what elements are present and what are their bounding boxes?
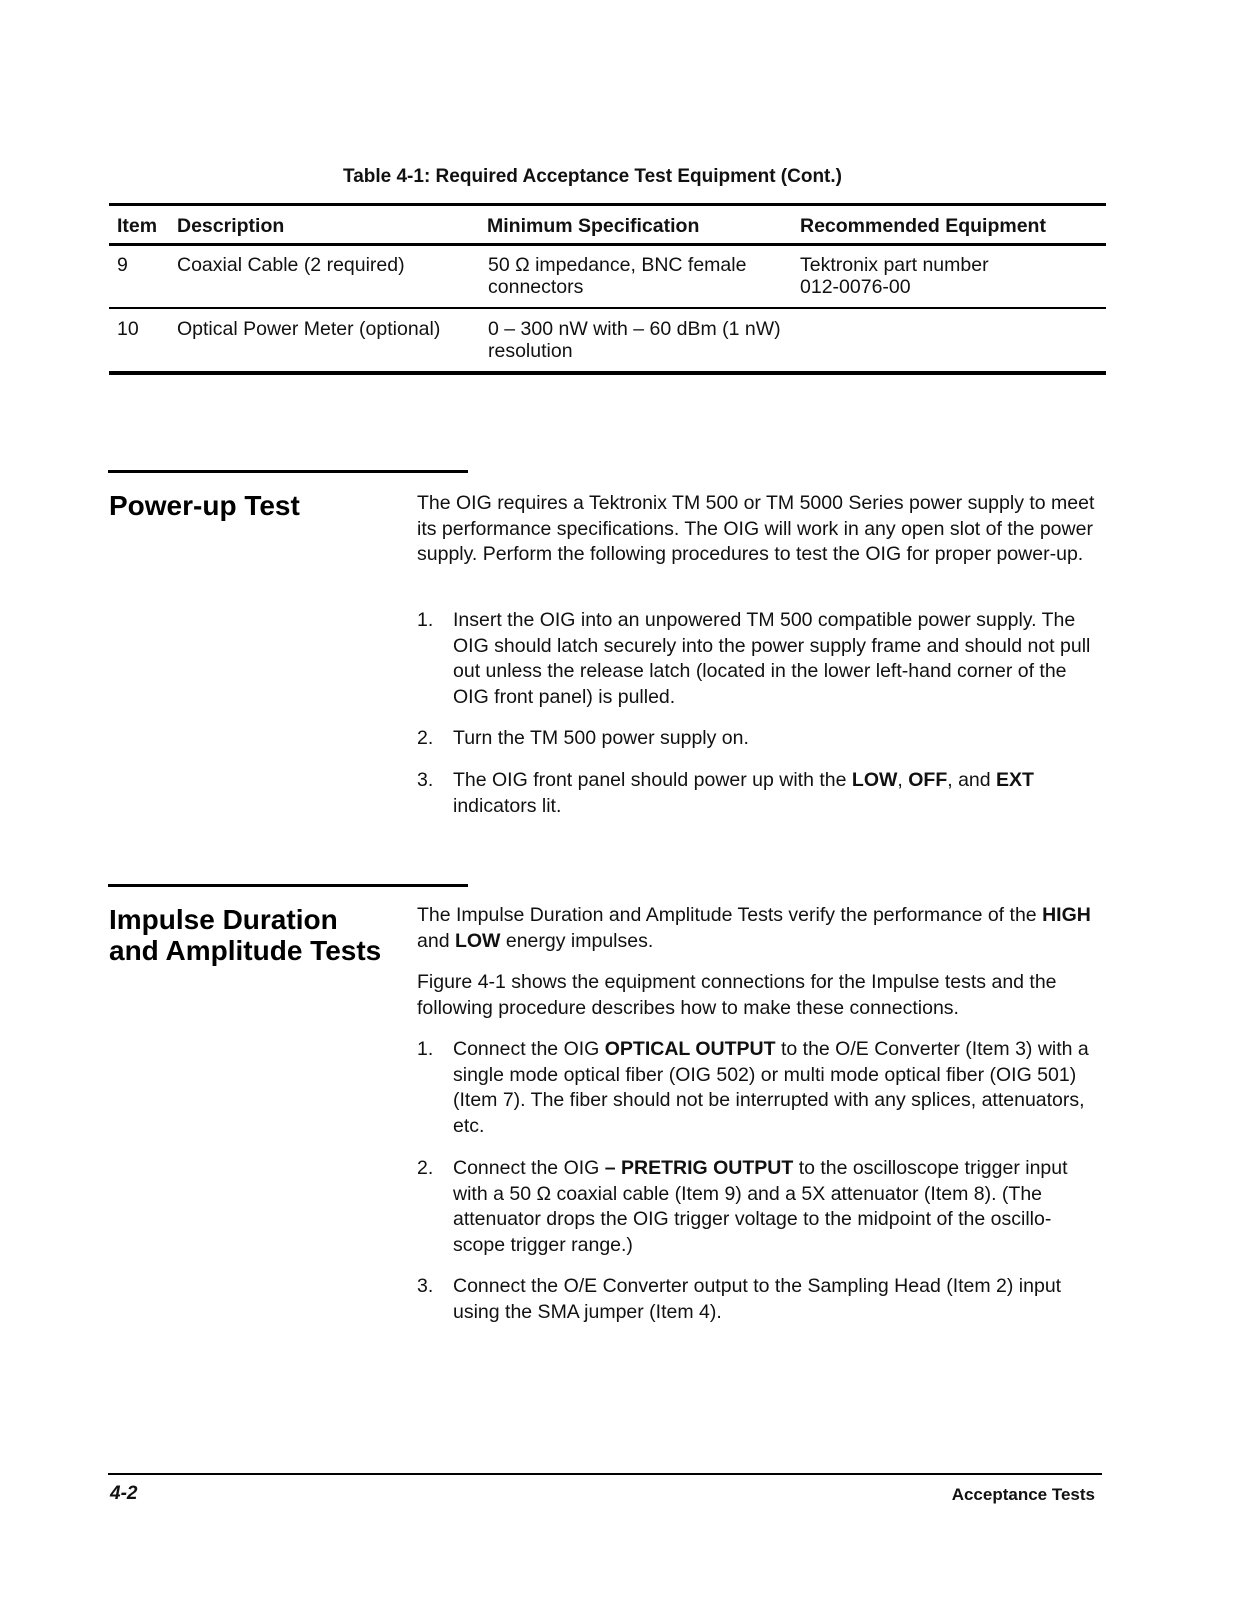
step-number: 1. [417, 1038, 434, 1060]
header-recommended: Recommended Equipment [800, 215, 1046, 237]
row-min-spec-line2: resolution [488, 340, 573, 362]
step-text: Turn the TM 500 power supply on. [453, 727, 749, 749]
row-min-spec-line2: connectors [488, 276, 584, 298]
table-caption [110, 166, 1105, 188]
heading-line: and Amplitude Tests [109, 935, 382, 966]
row-min-spec-line1: 50 Ω impedance, BNC female [488, 254, 747, 276]
section-rule-power-up [108, 470, 468, 473]
step-number: 2. [417, 727, 434, 749]
table-header-rule [109, 243, 1106, 246]
row-description: Coaxial Cable (2 required) [177, 254, 405, 276]
table-caption-text: Table 4-1: Required Acceptance Test Equipment (Cont.) [343, 166, 842, 187]
table-bottom-rule [109, 371, 1106, 375]
list-item [417, 608, 1097, 712]
row-recommended-line2: 012-0076-00 [800, 276, 911, 298]
pretrig-output-label: – PRETRIG OUTPUT [604, 1157, 794, 1179]
list-item [417, 1274, 1097, 1326]
impulse-figure-paragraph: Figure 4-1 shows the equipment connections for the Impulse tests and the following procedure describes how to make these connections. [417, 971, 1057, 1019]
impulse-high: HIGH [1042, 904, 1091, 926]
step-text: Connect the O/E Converter output to the Sampling Head (Item 2) input using the SMA jumper (Item 4). [453, 1275, 1062, 1323]
step-number: 2. [417, 1157, 434, 1179]
impulse-intro: The Impulse Duration and Amplitude Tests verify the performance of the HIGH and LOW energy impulses. [417, 904, 1091, 952]
row-item: 9 [117, 254, 128, 276]
header-min-spec: Minimum Specification [487, 215, 700, 237]
list-item [417, 1037, 1097, 1141]
heading-line: Impulse Duration [109, 904, 338, 935]
optical-output-label: OPTICAL OUTPUT [604, 1038, 776, 1060]
indicator-low: LOW [851, 769, 898, 791]
list-item [417, 1156, 1097, 1260]
list-item [417, 768, 1097, 820]
table-top-rule [109, 203, 1106, 206]
page-number: 4-2 [110, 1483, 138, 1504]
indicator-off: OFF [908, 769, 948, 791]
step-number: 3. [417, 1275, 434, 1297]
list-item [417, 726, 1097, 752]
section-heading-power-up: Power-up Test [109, 490, 300, 521]
header-item: Item [117, 215, 158, 237]
power-up-intro: The OIG requires a Tektronix TM 500 or TM 5000 Series power supply to meet its performance specifications. The OIG will work in any open slot of the power supply. Perform the following procedures to test the OIG for proper power-up. [417, 492, 1095, 565]
row-recommended-line1: Tektronix part number [800, 254, 989, 276]
step-number: 1. [417, 609, 434, 631]
step-text: Connect the OIG – PRETRIG OUTPUT to the oscilloscope trigger input with a 50 Ω coaxial cable (Item 9) and a 5X attenuator (Item 8). (The attenuator drops the OIG trigger voltage to the midpoint of the oscillo-scope trigger range.) [453, 1157, 1068, 1256]
step-number: 3. [417, 769, 434, 791]
impulse-low: LOW [454, 929, 501, 952]
row-item: 10 [117, 318, 139, 340]
table-row-rule [109, 307, 1106, 309]
header-description: Description [177, 215, 285, 237]
indicator-ext: EXT [996, 769, 1034, 791]
footer-section-title: Acceptance Tests [951, 1485, 1095, 1504]
step-text: Insert the OIG into an unpowered TM 500 compatible power supply. The OIG should latch securely into the power supply frame and should not pull out unless the release latch (located in the lower left-hand corner of the OIG front panel) is pulled. [453, 609, 1091, 708]
row-min-spec-line1: 0 – 300 nW with – 60 dBm (1 nW) [488, 318, 781, 340]
footer-rule [108, 1473, 1102, 1475]
step-text: Connect the OIG OPTICAL OUTPUT to the O/E Converter (Item 3) with a single mode optical fiber (OIG 502) or multi mode optical fiber (OIG 501) (Item 7). The fiber should not be interrupted with any splices, attenuators, etc. [453, 1038, 1089, 1137]
section-heading-impulse [109, 904, 381, 966]
row-description: Optical Power Meter (optional) [177, 318, 441, 340]
step-text: The OIG front panel should power up with the LOW, OFF, and EXT indicators lit. [453, 769, 1034, 817]
section-rule-impulse [108, 884, 468, 887]
